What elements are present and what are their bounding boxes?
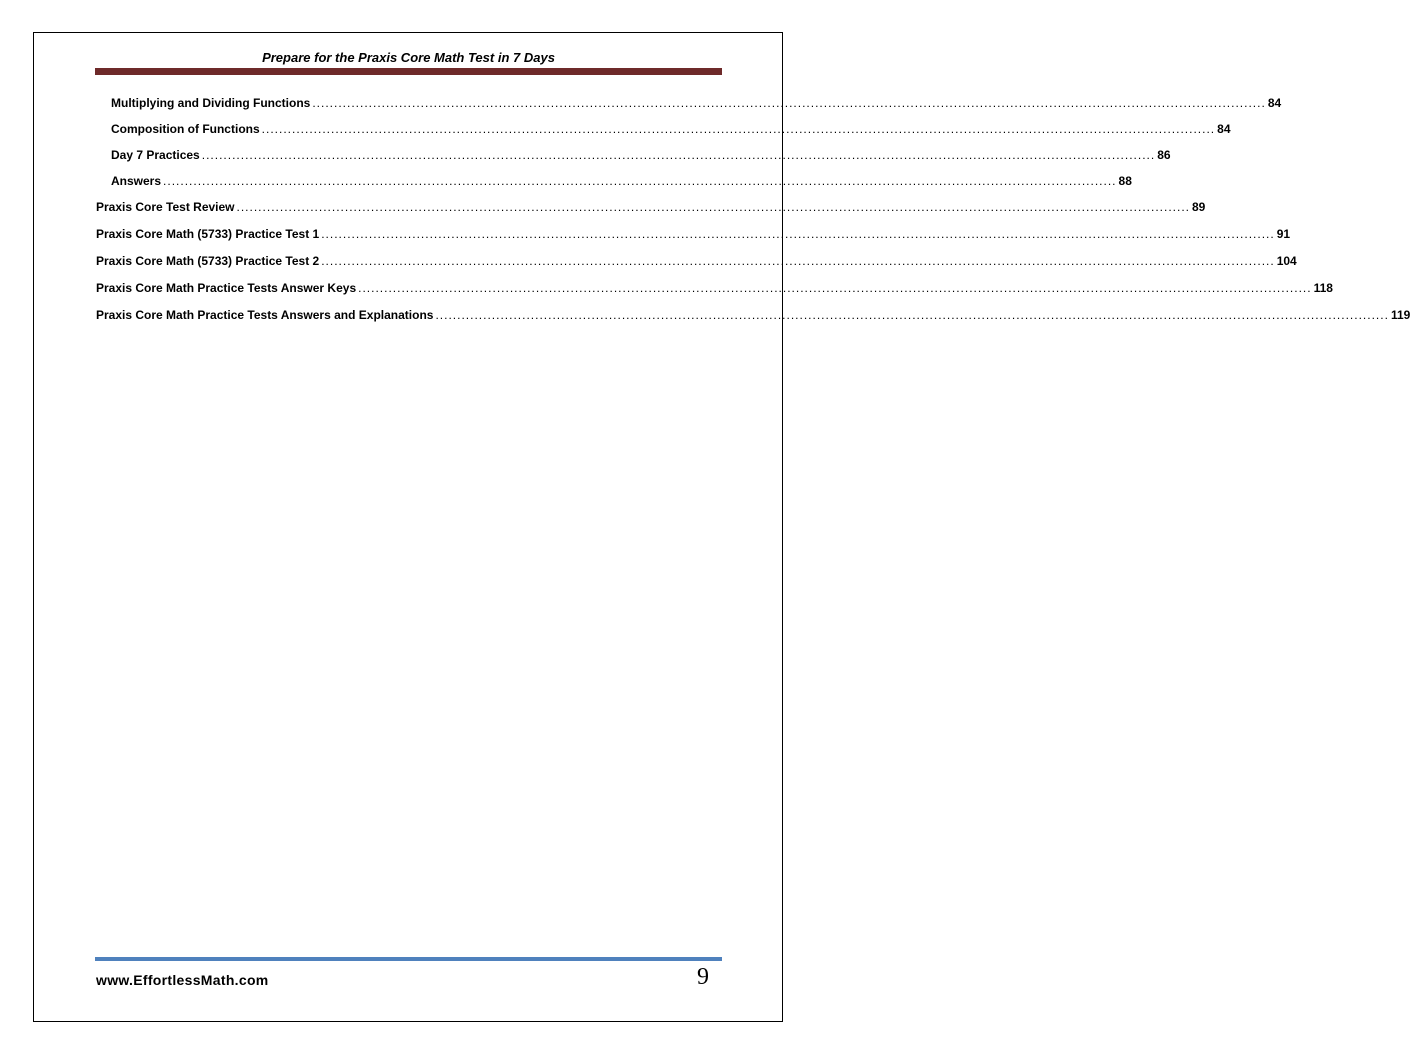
toc-entry-page: 84 xyxy=(1217,122,1231,136)
toc-dot-leader: ............................................................................................................................................................................................................................ xyxy=(321,254,1275,268)
toc-entry-title: Praxis Core Test Review xyxy=(96,200,235,214)
toc-entry-title: Multiplying and Dividing Functions xyxy=(111,96,311,110)
toc-entry-title: Composition of Functions xyxy=(111,122,260,136)
toc-entry[interactable] xyxy=(96,121,1231,137)
toc-dot-leader: ............................................................................................................................................................................................................................ xyxy=(261,122,1216,136)
toc-entry-title: Praxis Core Math (5733) Practice Test 1 xyxy=(96,227,320,241)
toc-entry-title: Day 7 Practices xyxy=(111,148,200,162)
toc-entry-page: 88 xyxy=(1118,174,1132,188)
toc-entry-title: Praxis Core Math (5733) Practice Test 2 xyxy=(96,254,320,268)
toc-entry-page: 118 xyxy=(1313,281,1333,295)
toc-entry[interactable] xyxy=(96,226,1291,242)
running-header-title: Prepare for the Praxis Core Math Test in 7 Days xyxy=(262,50,555,65)
toc-dot-leader: ............................................................................................................................................................................................................................ xyxy=(236,200,1190,214)
page-number: 9 xyxy=(697,964,709,990)
toc-dot-leader: ............................................................................................................................................................................................................................ xyxy=(321,227,1275,241)
toc-dot-leader: ............................................................................................................................................................................................................................ xyxy=(201,148,1156,162)
toc-entry[interactable] xyxy=(96,95,1282,111)
toc-dot-leader: ............................................................................................................................................................................................................................ xyxy=(358,281,1312,295)
header-rule xyxy=(95,68,722,75)
toc-entry-title: Praxis Core Math Practice Tests Answers and Explanations xyxy=(96,308,434,322)
footer-website-link[interactable]: www.EffortlessMath.com xyxy=(96,972,269,988)
toc-entry-page: 104 xyxy=(1276,254,1297,268)
toc-dot-leader: ............................................................................................................................................................................................................................ xyxy=(163,174,1117,188)
toc-entry-page: 86 xyxy=(1157,148,1171,162)
toc-entry[interactable] xyxy=(96,253,1297,269)
toc-entry[interactable] xyxy=(96,173,1132,189)
footer-rule xyxy=(95,957,722,961)
toc-dot-leader: ............................................................................................................................................................................................................................ xyxy=(435,308,1389,322)
toc-dot-leader: ............................................................................................................................................................................................................................ xyxy=(312,96,1266,110)
toc-entry-page: 89 xyxy=(1192,200,1206,214)
toc-entry-page: 119 xyxy=(1390,308,1410,322)
toc-entry-title: Answers xyxy=(111,174,162,188)
toc-entry-title: Praxis Core Math Practice Tests Answer Keys xyxy=(96,281,357,295)
toc-entry-page: 91 xyxy=(1276,227,1291,241)
toc-entry[interactable] xyxy=(96,280,1333,296)
toc-entry[interactable] xyxy=(96,199,1206,215)
toc-entry[interactable] xyxy=(96,147,1171,163)
toc-entry[interactable] xyxy=(96,307,1410,323)
toc-entry-page: 84 xyxy=(1267,96,1282,110)
